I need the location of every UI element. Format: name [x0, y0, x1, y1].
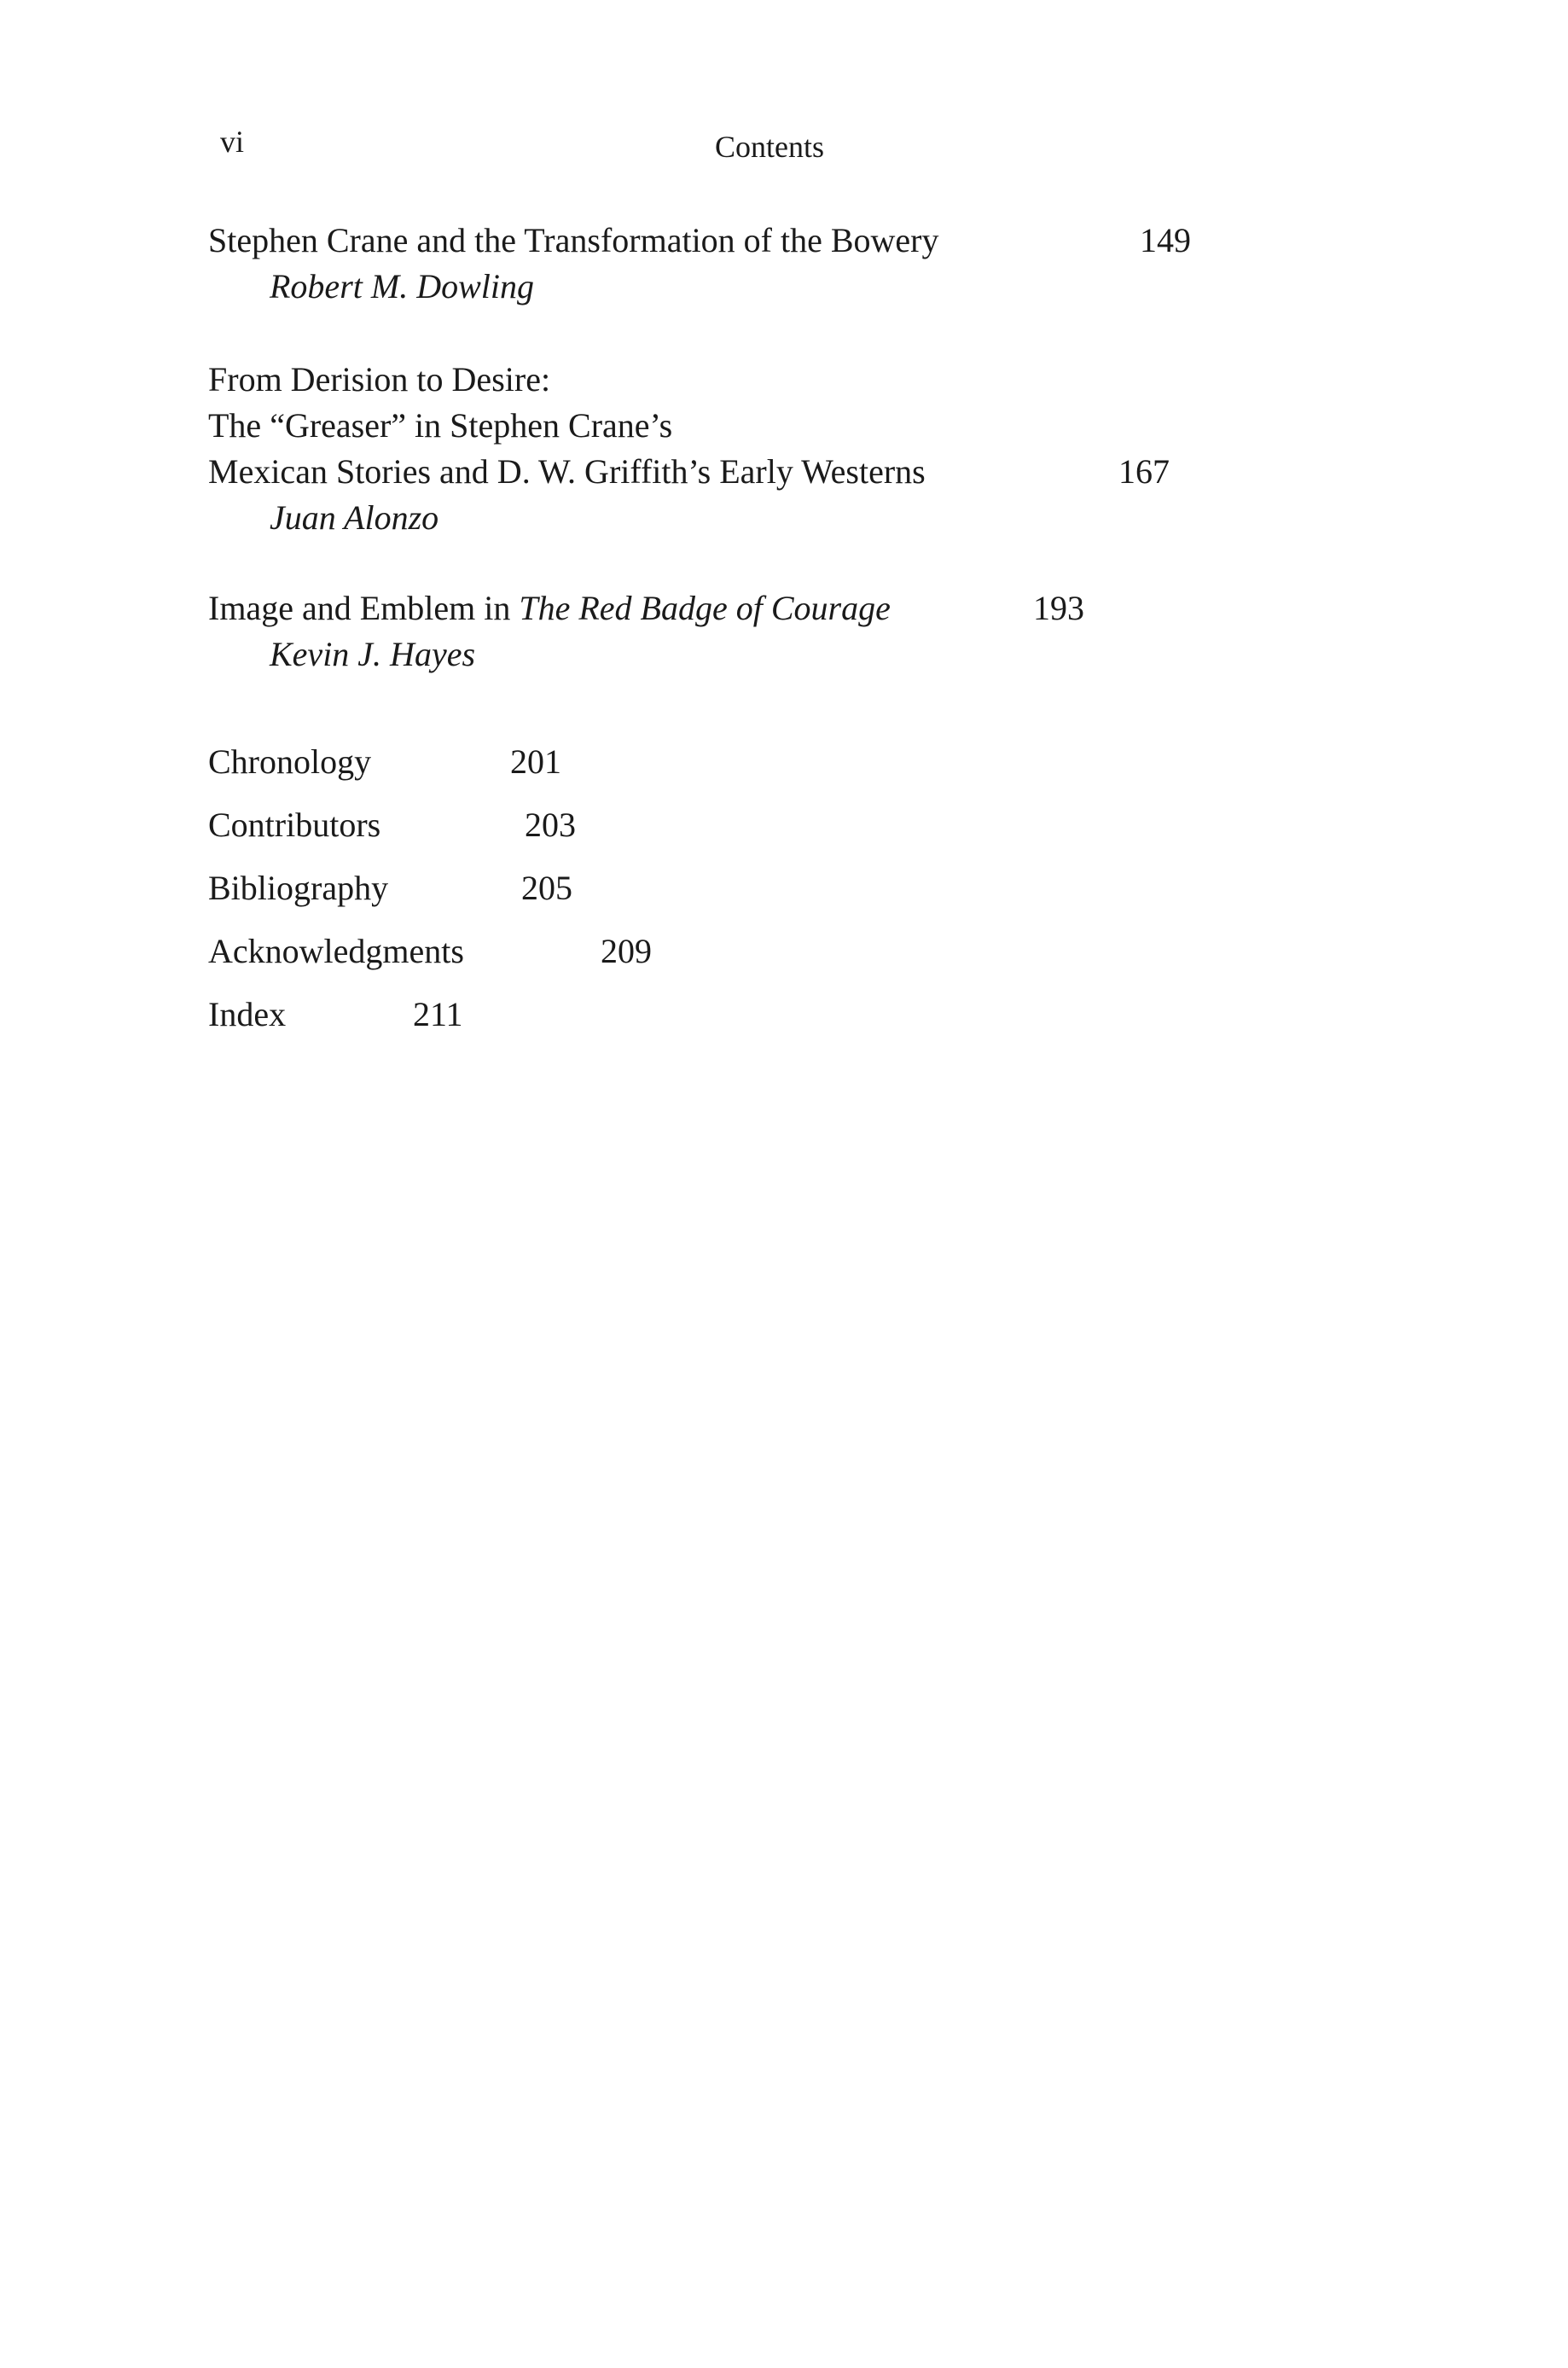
- back-matter-label: Contributors: [208, 806, 381, 844]
- entry-author: Robert M. Dowling: [270, 267, 534, 305]
- toc-entry: [208, 585, 1084, 678]
- back-matter-label: Bibliography: [208, 869, 389, 907]
- toc-entry: [208, 218, 1191, 310]
- entry-title-line: Mexican Stories and D. W. Griffith’s Early Westerns: [208, 452, 926, 491]
- running-head: Contents: [715, 130, 825, 164]
- entry-title: [208, 585, 891, 631]
- entry-title: Stephen Crane and the Transformation of the Bowery: [208, 221, 939, 259]
- back-matter-label: Index: [208, 995, 287, 1033]
- back-matter-label: Acknowledgments: [208, 932, 464, 970]
- entry-title-prefix: Image and Emblem in: [208, 589, 520, 627]
- entry-page-number: 167: [1118, 452, 1170, 491]
- back-matter-page-number: 211: [413, 995, 463, 1033]
- back-matter-item: [208, 928, 652, 975]
- back-matter-label: Chronology: [208, 742, 372, 781]
- back-matter-page-number: 209: [601, 932, 652, 970]
- back-matter-page-number: 205: [521, 869, 572, 907]
- back-matter-item: [208, 739, 561, 785]
- entry-author: Juan Alonzo: [270, 498, 439, 537]
- toc-entry: [208, 357, 1170, 541]
- entry-page-number: 193: [1033, 589, 1084, 627]
- entry-page-number: 149: [1140, 221, 1191, 259]
- back-matter-page-number: 201: [510, 742, 561, 781]
- back-matter-item: [208, 992, 463, 1038]
- page-number: vi: [220, 125, 245, 159]
- entry-title-italic: The Red Badge of Courage: [519, 589, 891, 627]
- back-matter-item: [208, 802, 576, 848]
- back-matter-item: [208, 865, 572, 911]
- back-matter-page-number: 203: [525, 806, 576, 844]
- entry-title-line: From Derision to Desire:: [208, 360, 551, 399]
- entry-title-line: The “Greaser” in Stephen Crane’s: [208, 406, 673, 445]
- entry-author: Kevin J. Hayes: [270, 635, 476, 673]
